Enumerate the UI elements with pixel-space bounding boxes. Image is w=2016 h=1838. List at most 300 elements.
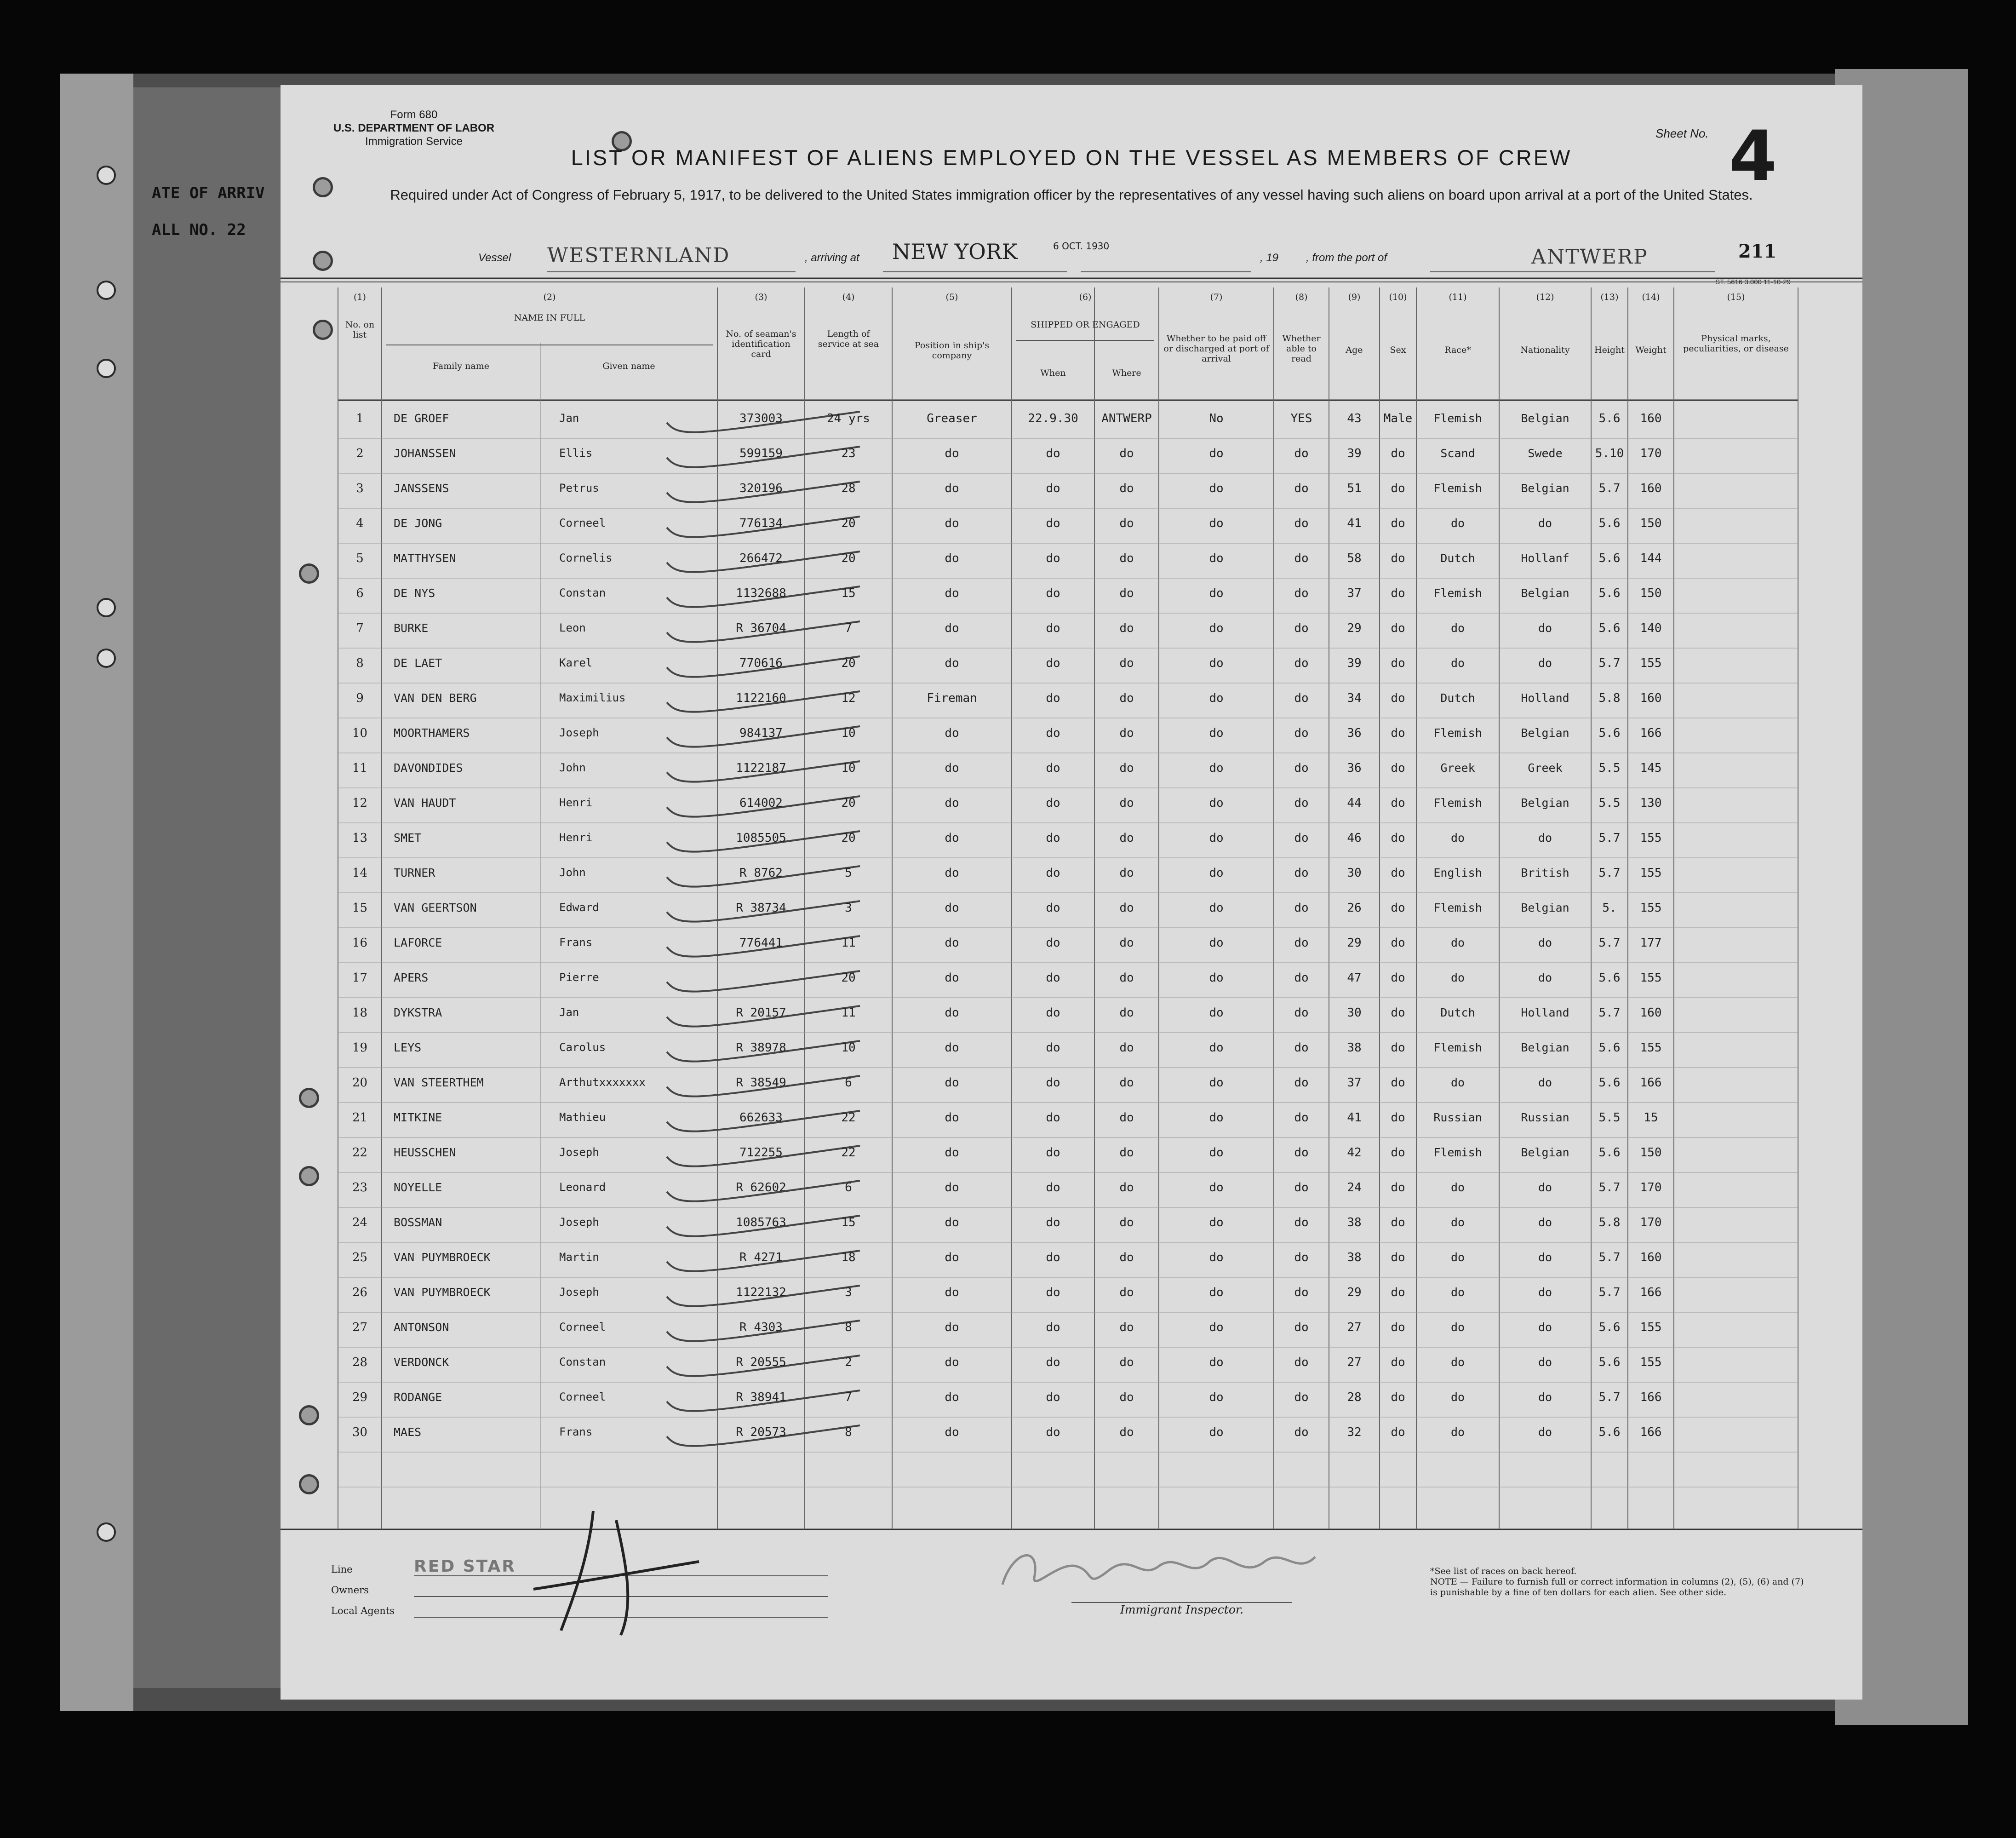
cell-sex: do <box>1391 1321 1405 1334</box>
cell-no: 25 <box>352 1251 368 1264</box>
cell-where: do <box>1119 621 1134 635</box>
arrival-port: NEW YORK <box>892 239 1018 264</box>
cell-when: do <box>1046 1076 1060 1090</box>
cell-no: 6 <box>356 586 364 600</box>
vessel-label: Vessel <box>478 252 511 264</box>
cell-age: 44 <box>1347 796 1362 810</box>
cell-no: 21 <box>352 1111 368 1125</box>
cell-age: 47 <box>1347 971 1362 985</box>
cell-read: do <box>1294 691 1309 705</box>
cell-paid: do <box>1209 1146 1224 1160</box>
cell-family: RODANGE <box>394 1390 442 1404</box>
cell-race: Dutch <box>1440 691 1475 705</box>
header-height: Height <box>1594 345 1625 355</box>
header-sex: Sex <box>1390 345 1406 355</box>
cell-given: Ellis <box>559 447 593 460</box>
cell-height: 5.6 <box>1598 726 1621 740</box>
cell-where: do <box>1119 1390 1134 1404</box>
cell-card: R 4271 <box>739 1251 783 1264</box>
cell-service: 5 <box>845 866 852 880</box>
cell-card: R 8762 <box>739 866 783 880</box>
cell-paid: do <box>1209 691 1224 705</box>
cell-given: Constan <box>559 1356 606 1368</box>
cell-race: do <box>1450 1181 1465 1194</box>
cell-age: 38 <box>1347 1216 1362 1229</box>
cell-family: VAN GEERTSON <box>394 901 477 914</box>
owners-label: Owners <box>331 1585 369 1596</box>
header-able-read: Whether able to read <box>1282 333 1321 364</box>
cell-position: do <box>945 656 959 670</box>
column-number: (15) <box>1727 292 1745 302</box>
column-number: (6) <box>1079 292 1092 302</box>
cell-height: 5.6 <box>1598 412 1621 425</box>
cell-nat: do <box>1538 1425 1552 1439</box>
cell-given: Mathieu <box>559 1111 606 1124</box>
header-position: Position in ship's company <box>914 340 990 361</box>
cell-family: VAN PUYMBROECK <box>394 1286 491 1299</box>
cell-read: do <box>1294 1425 1309 1439</box>
cell-card: R 20157 <box>736 1006 786 1020</box>
cell-family: DYKSTRA <box>394 1006 442 1019</box>
cell-family: VAN PUYMBROECK <box>394 1251 491 1264</box>
column-number: (3) <box>755 292 767 302</box>
manifest-sheet <box>281 85 1862 1700</box>
cell-service: 8 <box>845 1425 852 1439</box>
cell-when: do <box>1046 866 1060 880</box>
left-tab-line: ATE OF ARRIV <box>152 184 265 202</box>
cell-weight: 155 <box>1640 866 1662 880</box>
cell-card: R 38978 <box>736 1041 786 1055</box>
cell-race: Flemish <box>1433 482 1482 495</box>
cell-when: do <box>1046 936 1060 950</box>
cell-where: do <box>1119 936 1134 950</box>
cell-read: do <box>1294 831 1309 845</box>
cell-height: 5.7 <box>1598 1006 1621 1020</box>
cell-age: 24 <box>1347 1181 1362 1195</box>
cell-age: 27 <box>1347 1356 1362 1369</box>
cell-where: do <box>1119 761 1134 775</box>
cell-where: do <box>1119 586 1134 600</box>
cell-no: 15 <box>352 901 368 915</box>
cell-race: do <box>1450 517 1465 530</box>
cell-nat: do <box>1538 1076 1552 1089</box>
cell-position: do <box>945 586 959 600</box>
cell-position: do <box>945 936 959 950</box>
cell-nat: Belgian <box>1521 796 1569 810</box>
cell-sex: do <box>1391 1111 1405 1125</box>
left-tab <box>133 87 281 1688</box>
cell-no: 2 <box>356 447 364 460</box>
cell-service: 8 <box>845 1321 852 1334</box>
cell-family: ANTONSON <box>394 1321 449 1334</box>
cell-age: 36 <box>1347 761 1362 775</box>
cell-read: do <box>1294 726 1309 740</box>
cell-height: 5.7 <box>1598 656 1621 670</box>
cell-race: Greek <box>1440 761 1475 775</box>
cell-given: Petrus <box>559 482 599 494</box>
cell-family: HEUSSCHEN <box>394 1146 456 1159</box>
cell-given: Frans <box>559 936 593 949</box>
cell-when: do <box>1046 901 1060 915</box>
cell-age: 39 <box>1347 656 1362 670</box>
cell-service: 10 <box>841 726 856 740</box>
cell-race: Russian <box>1433 1111 1482 1124</box>
cell-where: do <box>1119 482 1134 495</box>
cell-where: do <box>1119 691 1134 705</box>
cell-service: 10 <box>841 761 856 775</box>
cell-race: Flemish <box>1433 901 1482 914</box>
cell-service: 20 <box>841 517 856 530</box>
cell-family: MITKINE <box>394 1111 442 1124</box>
cell-service: 10 <box>841 1041 856 1055</box>
cell-height: 5.7 <box>1598 1286 1621 1299</box>
cell-read: do <box>1294 1356 1309 1369</box>
cell-weight: 155 <box>1640 1041 1662 1055</box>
cell-height: 5.8 <box>1598 691 1621 705</box>
cell-position: do <box>945 1181 959 1195</box>
cell-sex: do <box>1391 1356 1405 1369</box>
cell-height: 5.7 <box>1598 1390 1621 1404</box>
column-number: (4) <box>842 292 855 302</box>
cell-race: do <box>1450 1390 1465 1404</box>
column-number: (8) <box>1295 292 1308 302</box>
cell-given: Martin <box>559 1251 599 1264</box>
column-number: (9) <box>1348 292 1361 302</box>
cell-when: do <box>1046 1146 1060 1160</box>
cell-card: R 20573 <box>736 1425 786 1439</box>
cell-nat: do <box>1538 621 1552 635</box>
cell-no: 30 <box>352 1425 368 1439</box>
cell-family: APERS <box>394 971 429 984</box>
form-number: Form 680 <box>390 109 438 121</box>
cell-card: 599159 <box>739 447 783 460</box>
cell-sex: do <box>1391 901 1405 915</box>
punch-hole <box>299 563 319 584</box>
cell-height: 5.7 <box>1598 866 1621 880</box>
cell-nat: do <box>1538 1251 1552 1264</box>
cell-given: John <box>559 866 586 879</box>
cell-service: 20 <box>841 551 856 565</box>
cell-service: 22 <box>841 1111 856 1125</box>
header-age: Age <box>1346 345 1363 355</box>
cell-when: 22.9.30 <box>1028 412 1078 425</box>
cell-weight: 15 <box>1644 1111 1658 1125</box>
cell-card: R 4303 <box>739 1321 783 1334</box>
cell-read: do <box>1294 1181 1309 1195</box>
cell-weight: 177 <box>1640 936 1662 950</box>
cell-no: 18 <box>352 1006 368 1020</box>
cell-service: 3 <box>845 901 852 915</box>
cell-where: do <box>1119 1181 1134 1195</box>
column-number: (13) <box>1600 292 1619 302</box>
cell-paid: No <box>1209 412 1224 425</box>
cell-position: do <box>945 1111 959 1125</box>
cell-no: 10 <box>352 726 368 740</box>
cell-no: 24 <box>352 1216 368 1229</box>
cell-read: do <box>1294 447 1309 460</box>
cell-card: 1085505 <box>736 831 786 845</box>
cell-height: 5.6 <box>1598 586 1621 600</box>
cell-height: 5.6 <box>1598 971 1621 985</box>
cell-no: 5 <box>356 551 364 565</box>
cell-nat: Greek <box>1528 761 1563 775</box>
footnote-note: NOTE — Failure to furnish full or correct information in columns (2), (5), (6) and (7) is punishable by a fine of ten dollars for each alien. See other side. <box>1430 1577 1804 1597</box>
cell-no: 23 <box>352 1181 368 1195</box>
cell-sex: do <box>1391 1076 1405 1090</box>
cell-given: Cornelis <box>559 551 613 564</box>
form-header <box>331 108 497 148</box>
cell-paid: do <box>1209 1425 1224 1439</box>
cell-paid: do <box>1209 1321 1224 1334</box>
cell-family: LEYS <box>394 1041 422 1054</box>
cell-sex: do <box>1391 866 1405 880</box>
cell-age: 39 <box>1347 447 1362 460</box>
cell-race: Flemish <box>1433 412 1482 425</box>
cell-sex: do <box>1391 691 1405 705</box>
cell-sex: do <box>1391 482 1405 495</box>
cell-position: do <box>945 1216 959 1229</box>
cell-age: 34 <box>1347 691 1362 705</box>
cell-nat: do <box>1538 1286 1552 1299</box>
header-physical-marks: Physical marks, peculiarities, or disease <box>1683 333 1789 354</box>
cell-card: R 38549 <box>736 1076 786 1090</box>
cell-weight: 155 <box>1640 1356 1662 1369</box>
date-stamp: 6 OCT. 1930 <box>1053 241 1110 252</box>
cell-nat: do <box>1538 971 1552 984</box>
cell-nat: Russian <box>1521 1111 1569 1124</box>
cell-nat: Belgian <box>1521 412 1569 425</box>
cell-paid: do <box>1209 726 1224 740</box>
column-number: (1) <box>354 292 366 302</box>
cell-weight: 155 <box>1640 901 1662 915</box>
cell-race: do <box>1450 1286 1465 1299</box>
cell-given: Arthutxxxxxxx <box>559 1076 646 1089</box>
cell-given: Leonard <box>559 1181 606 1194</box>
cell-no: 8 <box>356 656 364 670</box>
cell-where: do <box>1119 1146 1134 1160</box>
cell-when: do <box>1046 691 1060 705</box>
cell-race: do <box>1450 621 1465 635</box>
cell-where: do <box>1119 901 1134 915</box>
cell-family: VERDONCK <box>394 1356 449 1369</box>
cell-where: do <box>1119 517 1134 530</box>
cell-when: do <box>1046 726 1060 740</box>
cell-nat: do <box>1538 1216 1552 1229</box>
cell-age: 38 <box>1347 1041 1362 1055</box>
cell-when: do <box>1046 761 1060 775</box>
cell-age: 29 <box>1347 621 1362 635</box>
from-port-underline <box>1430 271 1715 272</box>
cell-age: 32 <box>1347 1425 1362 1439</box>
cell-read: do <box>1294 866 1309 880</box>
cell-where: do <box>1119 656 1134 670</box>
document-subtitle: Required under Act of Congress of February 5, 1917, to be delivered to the United States immigration officer by the representatives of any vessel having such aliens on board upon arrival at a port of the United States. <box>390 187 1753 203</box>
header-name-in-full: NAME IN FULL <box>514 313 585 323</box>
cell-when: do <box>1046 971 1060 985</box>
cell-read: do <box>1294 1251 1309 1264</box>
cell-weight: 160 <box>1640 412 1662 425</box>
cell-when: do <box>1046 656 1060 670</box>
cell-no: 12 <box>352 796 368 810</box>
cell-nat: Holland <box>1521 691 1569 705</box>
cell-where: do <box>1119 831 1134 845</box>
cell-paid: do <box>1209 656 1224 670</box>
header-no-on-list: No. on list <box>345 320 375 340</box>
cell-paid: do <box>1209 936 1224 950</box>
binder-hole <box>97 281 116 300</box>
cell-given: Constan <box>559 586 606 599</box>
cell-race: do <box>1450 1356 1465 1369</box>
cell-card: 1132688 <box>736 586 786 600</box>
cell-given: Corneel <box>559 517 606 529</box>
cell-when: do <box>1046 1356 1060 1369</box>
cell-no: 26 <box>352 1286 368 1299</box>
vessel-underline <box>547 271 796 272</box>
cell-sex: do <box>1391 1286 1405 1299</box>
cell-weight: 155 <box>1640 831 1662 845</box>
cell-service: 2 <box>845 1356 852 1369</box>
cell-race: do <box>1450 831 1465 844</box>
column-number: (7) <box>1210 292 1223 302</box>
vessel-name: WESTERNLAND <box>547 244 730 267</box>
cell-no: 20 <box>352 1076 368 1090</box>
cell-age: 37 <box>1347 586 1362 600</box>
cell-family: JOHANSSEN <box>394 447 456 460</box>
cell-paid: do <box>1209 1286 1224 1299</box>
cell-given: Pierre <box>559 971 599 984</box>
cell-paid: do <box>1209 901 1224 915</box>
footnote <box>1430 1566 1807 1598</box>
cell-sex: do <box>1391 1041 1405 1055</box>
cell-read: do <box>1294 586 1309 600</box>
cell-when: do <box>1046 586 1060 600</box>
cell-weight: 160 <box>1640 1006 1662 1020</box>
cell-where: do <box>1119 1076 1134 1090</box>
cell-when: do <box>1046 796 1060 810</box>
cell-when: do <box>1046 1425 1060 1439</box>
cell-sex: do <box>1391 1006 1405 1020</box>
cell-weight: 155 <box>1640 656 1662 670</box>
cell-paid: do <box>1209 796 1224 810</box>
cell-position: do <box>945 1076 959 1090</box>
cell-no: 14 <box>352 866 368 880</box>
cell-sex: do <box>1391 761 1405 775</box>
cell-when: do <box>1046 517 1060 530</box>
cell-sex: do <box>1391 1425 1405 1439</box>
cell-card: R 20555 <box>736 1356 786 1369</box>
cell-read: do <box>1294 761 1309 775</box>
cell-family: VAN DEN BERG <box>394 691 477 705</box>
left-tab-line: ALL NO. 22 <box>152 221 246 239</box>
cell-weight: 145 <box>1640 761 1662 775</box>
punch-hole <box>313 177 333 197</box>
cell-family: DE NYS <box>394 586 435 600</box>
cell-read: do <box>1294 971 1309 985</box>
arriving-label: , arriving at <box>805 252 859 264</box>
cell-race: Flemish <box>1433 1041 1482 1054</box>
cell-given: Henri <box>559 831 593 844</box>
left-tab-text <box>152 175 265 248</box>
cell-position: do <box>945 971 959 985</box>
department-name: U.S. DEPARTMENT OF LABOR <box>333 122 495 134</box>
cell-paid: do <box>1209 1076 1224 1090</box>
cell-card: 1122132 <box>736 1286 786 1299</box>
cell-where: do <box>1119 1111 1134 1125</box>
header-race: Race* <box>1444 345 1471 355</box>
cell-service: 3 <box>845 1286 852 1299</box>
cell-nat: Belgian <box>1521 586 1569 600</box>
column-number: (10) <box>1389 292 1407 302</box>
cell-card: 1122187 <box>736 761 786 775</box>
cell-age: 27 <box>1347 1321 1362 1334</box>
cell-service: 15 <box>841 1216 856 1229</box>
cell-card: 1085763 <box>736 1216 786 1229</box>
column-number: (2) <box>543 292 556 302</box>
cell-service: 7 <box>845 1390 852 1404</box>
cell-nat: Swede <box>1528 447 1563 460</box>
cell-race: English <box>1433 866 1482 879</box>
column-number: (11) <box>1449 292 1467 302</box>
cell-age: 30 <box>1347 866 1362 880</box>
cell-nat: do <box>1538 936 1552 949</box>
cell-age: 29 <box>1347 936 1362 950</box>
cell-position: do <box>945 551 959 565</box>
cell-nat: do <box>1538 1356 1552 1369</box>
cell-card: 614002 <box>739 796 783 810</box>
cell-nat: do <box>1538 1181 1552 1194</box>
header-when: When <box>1040 368 1066 378</box>
cell-family: DAVONDIDES <box>394 761 463 775</box>
cell-position: do <box>945 1356 959 1369</box>
cell-age: 28 <box>1347 1390 1362 1404</box>
cell-position: do <box>945 447 959 460</box>
cell-card: R 62602 <box>736 1181 786 1195</box>
cell-position: do <box>945 1006 959 1020</box>
cell-weight: 155 <box>1640 971 1662 985</box>
cell-when: do <box>1046 1321 1060 1334</box>
cell-no: 9 <box>356 691 364 705</box>
cell-height: 5.6 <box>1598 1356 1621 1369</box>
column-number: (14) <box>1642 292 1660 302</box>
cell-given: Karel <box>559 656 593 669</box>
cell-paid: do <box>1209 1181 1224 1195</box>
cell-race: do <box>1450 1076 1465 1089</box>
cell-given: Frans <box>559 1425 593 1438</box>
punch-hole <box>299 1088 319 1108</box>
cell-age: 46 <box>1347 831 1362 845</box>
cell-race: Dutch <box>1440 551 1475 565</box>
cell-height: 5.6 <box>1598 517 1621 530</box>
cell-sex: do <box>1391 517 1405 530</box>
cell-where: do <box>1119 1006 1134 1020</box>
local-agents-label: Local Agents <box>331 1605 395 1616</box>
cell-nat: Holland <box>1521 1006 1569 1019</box>
cell-position: do <box>945 1041 959 1055</box>
cell-sex: do <box>1391 971 1405 985</box>
cell-service: 12 <box>841 691 856 705</box>
cell-sex: do <box>1391 447 1405 460</box>
cell-nat: Belgian <box>1521 1146 1569 1159</box>
cell-paid: do <box>1209 517 1224 530</box>
cell-where: do <box>1119 1041 1134 1055</box>
cell-where: do <box>1119 447 1134 460</box>
cell-family: BURKE <box>394 621 429 635</box>
column-number: (12) <box>1536 292 1554 302</box>
punch-hole <box>299 1405 319 1425</box>
cell-read: do <box>1294 482 1309 495</box>
cell-given: Leon <box>559 621 586 634</box>
cell-nat: do <box>1538 656 1552 670</box>
